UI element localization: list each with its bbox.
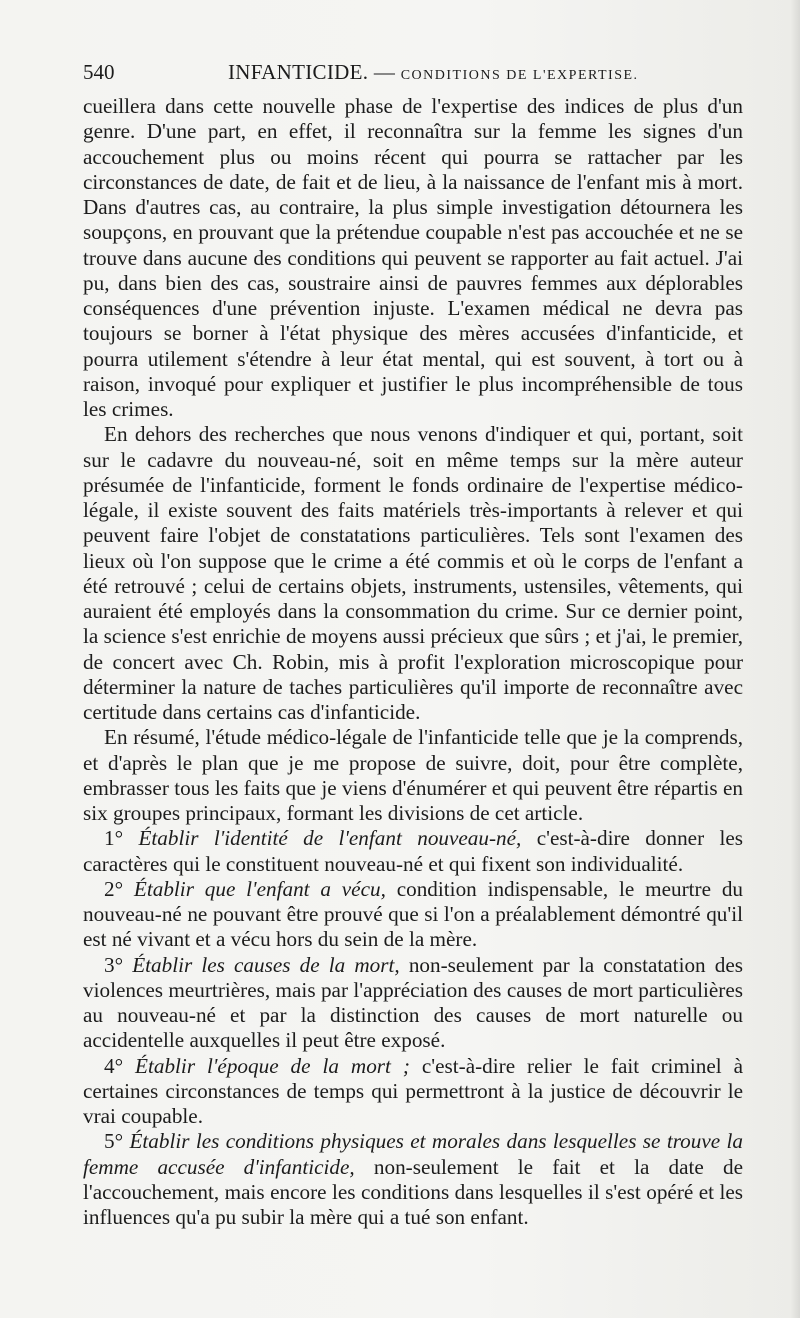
item-heading: Établir les conditions physiques et morales dans lesquelles se trouve la femme accusée d'infanticide, xyxy=(83,1129,743,1179)
paragraph: En résumé, l'étude médico-légale de l'infanticide telle que je la comprends, et d'après le plan que je me propose de suivre, doit, pour être complète, embrasser tous les faits que je viens d'énumérer et qui peuvent être répartis en six groupes principaux, formant les divisions de cet article. xyxy=(83,725,743,825)
item-number: 1° xyxy=(104,826,124,851)
item-number: 2° xyxy=(104,876,124,901)
page-number: 540 xyxy=(83,60,115,84)
item-heading: Établir que l'enfant a vécu, xyxy=(133,876,386,901)
item-text: c'est-à-dire relier le fait criminel à certaines circonstances de temps qui permettront à la justice de découvrir le vrai coupable. xyxy=(83,1053,744,1128)
header-separator: — xyxy=(373,60,396,84)
item-heading: Établir l'identité de l'enfant nouveau-né, xyxy=(138,826,522,851)
paragraph: En dehors des recherches que nous venons d'indiquer et qui, portant, soit sur le cadavre du nouveau-né, soit en même temps sur la mère auteur présumée de l'infanticide, forment le fonds ordinaire de l'expertise médico-légale, il existe souvent des faits matériels très-importants à relever et qui peuvent faire l'objet de constatations particulières. Tels sont l'examen des lieux où l'on suppose que le crime a été commis et où le corps de l'enfant a été retrouvé ; celui de certains objets, instruments, ustensiles, vêtements, qui auraient été employés dans la consommation du crime. Sur ce dernier point, la science s'est enrichie de moyens aussi précieux que sûrs ; et j'ai, le premier, de concert avec Ch. Robin, mis à profit l'exploration microscopique pour déterminer la nature de taches particulières qu'il importe de reconnaître avec certitude dans certains cas d'infanticide. xyxy=(83,422,743,724)
item-heading: Établir l'époque de la mort ; xyxy=(135,1053,410,1078)
item-text: condition indispensable, le meurtre du nouveau-né ne pouvant être prouvé que si l'on a préalablement démontré qu'il est né vivant et a vécu hors du sein de la mère. xyxy=(83,876,744,952)
header-title: INFANTICIDE. xyxy=(228,60,369,84)
item-text: non-seulement par la constatation des violences meurtrières, mais par l'appréciation des causes de mort particulières au nouveau-né et par la distinction des causes de mort naturelle ou accidentelle auxquelles il peut être exposé. xyxy=(83,952,744,1053)
item-number: 4° xyxy=(104,1053,124,1078)
item-text: c'est-à-dire donner les caractères qui le constituent nouveau-né et qui fixent son individualité. xyxy=(83,826,744,876)
running-header xyxy=(83,60,743,90)
item-heading: Établir les causes de la mort, xyxy=(132,952,400,977)
item-text: non-seulement le fait et la date de l'accouchement, mais encore les conditions dans lesquelles il s'est opéré et les influences qu'a pu subir la mère qui a tué son enfant. xyxy=(83,1154,743,1229)
item-number: 5° xyxy=(104,1129,124,1154)
list-item xyxy=(83,1054,743,1130)
list-item xyxy=(83,953,743,1054)
list-item xyxy=(83,826,743,877)
paragraph-continuation: cueillera dans cette nouvelle phase de l'expertise des indices de plus d'un genre. D'une part, en effet, il reconnaîtra sur la femme les signes d'un accouchement plus ou moins récent qui pourra se rattacher par les circonstances de date, de fait et de lieu, à la naissance de l'enfant mis à mort. Dans d'autres cas, au contraire, la plus simple investigation détournera les soupçons, en prouvant que la prétendue coupable n'est pas accouchée et ne se trouve dans aucune des conditions qui peuvent se rapporter au fait actuel. J'ai pu, dans bien des cas, soustraire ainsi de pauvres femmes aux déplorables conséquences d'une prévention injuste. L'examen médical ne devra pas toujours se borner à l'état physique des mères accusées d'infanticide, et pourra utilement s'étendre à leur état mental, qui est souvent, à tort ou à raison, invoqué pour expliquer et justifier le plus incompréhensible de tous les crimes. xyxy=(83,94,743,421)
running-title xyxy=(228,60,639,85)
list-item xyxy=(83,877,743,953)
item-number: 3° xyxy=(104,952,124,977)
page-edge-shadow xyxy=(790,0,800,1318)
body-text xyxy=(83,94,743,1230)
list-item xyxy=(83,1129,743,1230)
header-subtitle: CONDITIONS DE L'EXPERTISE. xyxy=(400,68,639,83)
